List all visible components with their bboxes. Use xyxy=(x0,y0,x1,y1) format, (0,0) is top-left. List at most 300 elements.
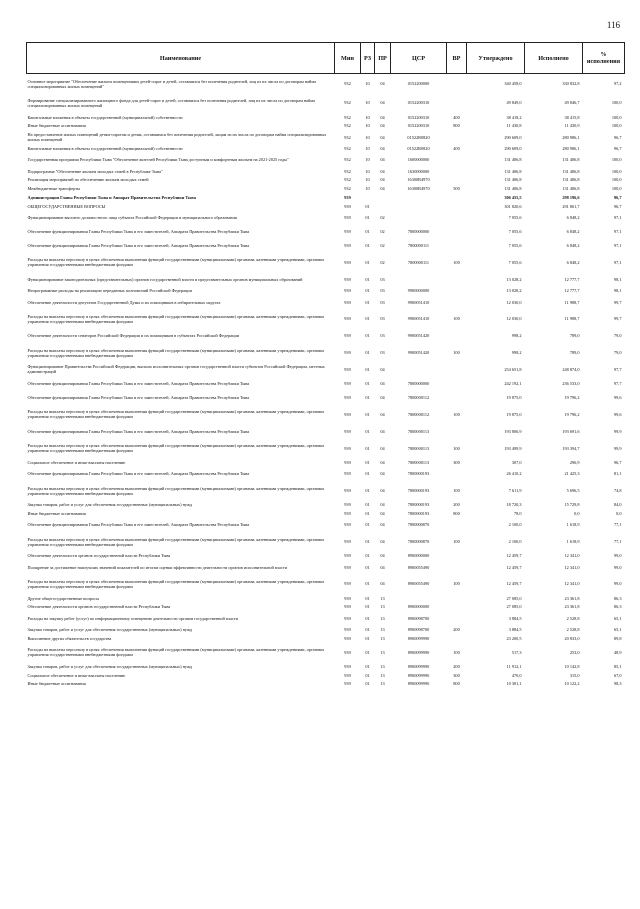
row-rz: 10 xyxy=(365,134,370,140)
row-vr xyxy=(447,272,467,286)
row-name: Иные бюджетные ассигнования xyxy=(27,123,86,129)
row-csr: 7800000193 xyxy=(407,471,430,477)
row-approved: 3 884,5 xyxy=(508,627,522,633)
table-row xyxy=(27,184,625,193)
row-name: Функционирование Правительства Российской Федерации, высших исполнительных органов государственной власти субъектов Российской Федерации, местных администраций xyxy=(27,364,325,375)
row-min: 939 xyxy=(344,445,351,451)
row-pr: 04 xyxy=(380,564,385,570)
row-vr xyxy=(447,634,467,643)
row-csr: 9900051410 xyxy=(407,316,430,322)
row-csr: 8900098700 xyxy=(407,615,430,621)
row-approved: 998,2 xyxy=(511,350,522,356)
table-row xyxy=(27,532,625,552)
row-rz: 10 xyxy=(365,100,370,106)
row-csr: 16300R4970 xyxy=(407,177,430,183)
row-executed: 315,0 xyxy=(569,672,580,678)
table-row xyxy=(27,467,625,481)
row-pr: 02 xyxy=(380,229,385,235)
row-pr: 02 xyxy=(380,214,385,220)
row-csr: 01522R0820 xyxy=(407,134,430,140)
row-csr: 8900099990 xyxy=(407,672,430,678)
row-csr: 0152200310 xyxy=(407,100,430,106)
row-pr: 04 xyxy=(380,539,385,545)
row-pr: 13 xyxy=(380,635,385,641)
row-executed: 789,0 xyxy=(569,350,580,356)
row-approved: 193 806,9 xyxy=(504,428,522,434)
row-executed: 5 696,5 xyxy=(566,488,580,494)
table-row xyxy=(27,560,625,574)
row-percent: 97,1 xyxy=(613,259,622,265)
row-pr: 04 xyxy=(380,100,385,106)
header-vr: ВР xyxy=(447,43,467,74)
row-rz: 01 xyxy=(365,276,370,282)
table-row xyxy=(27,481,625,501)
row-name: Выполнение других обязательств государства xyxy=(27,635,112,641)
row-vr xyxy=(447,130,467,144)
row-vr: 800 xyxy=(453,510,460,516)
row-percent: 65,1 xyxy=(613,627,622,633)
row-name: Расходы на закупку работ (услуг) по информационному освещению деятельности органов государственной власти xyxy=(27,615,239,621)
row-vr: 300 xyxy=(453,672,460,678)
row-percent: 99,6 xyxy=(613,411,622,417)
row-pr: 03 xyxy=(380,288,385,294)
row-approved: 470,0 xyxy=(511,672,522,678)
row-min: 939 xyxy=(344,604,351,610)
row-name: Капитальные вложения в объекты государственной (муниципальной) собственности xyxy=(27,146,183,151)
header-approved: Утверждено xyxy=(467,43,525,74)
row-vr xyxy=(447,594,467,603)
row-approved: 242 192,1 xyxy=(504,381,522,387)
header-executed: Исполнено xyxy=(525,43,583,74)
row-csr xyxy=(391,272,447,286)
row-csr: 7800000870 xyxy=(407,539,430,545)
row-executed: 248 874,0 xyxy=(562,366,580,372)
row-percent: 97,1 xyxy=(613,229,622,235)
row-approved: 7 055,6 xyxy=(508,259,522,265)
row-vr xyxy=(447,560,467,574)
row-rz: 10 xyxy=(365,114,370,120)
row-name: ОБЩЕГОСУДАРСТВЕННЫЕ ВОПРОСЫ xyxy=(27,203,106,209)
table-row xyxy=(27,594,625,603)
row-name: Обеспечение функционирования Главы Республики Тыва и его заместителей, Аппарата Правительства Республики Тыва xyxy=(27,428,250,434)
row-percent: 98,1 xyxy=(613,288,622,294)
table-row xyxy=(27,500,625,509)
row-vr: 200 xyxy=(453,664,460,670)
row-rz: 01 xyxy=(365,411,370,417)
row-name: Иные бюджетные ассигнования xyxy=(27,510,86,516)
row-approved: 254 651,8 xyxy=(504,366,522,372)
row-executed: 291 861,7 xyxy=(562,203,580,209)
row-name: Обеспечение функционирования Главы Республики Тыва и его заместителей, Аппарата Правительства Республики Тыва xyxy=(27,471,250,477)
row-vr xyxy=(447,329,467,343)
row-pr: 04 xyxy=(380,553,385,559)
row-vr: 200 xyxy=(453,627,460,633)
row-rz: 01 xyxy=(365,564,370,570)
row-percent: 89,8 xyxy=(613,635,622,641)
table-row xyxy=(27,671,625,680)
row-name: Обеспечение деятельности органов государственной власти Республики Тыва xyxy=(27,604,171,610)
row-name: Обеспечение функционирования Главы Республики Тыва и его заместителей, Аппарата Правительства Республики Тыва xyxy=(27,243,250,249)
row-approved: 12 030,0 xyxy=(506,299,522,305)
row-pr xyxy=(375,193,391,202)
row-min: 932 xyxy=(344,157,351,163)
row-vr xyxy=(447,551,467,560)
row-approved: 23 200,5 xyxy=(506,635,522,641)
row-approved: 26 410,2 xyxy=(506,471,522,477)
row-rz: 10 xyxy=(365,186,370,192)
header-name: Наименование xyxy=(27,43,335,74)
row-csr: 7800000113 xyxy=(407,459,430,465)
row-name: Другие общегосударственные вопросы xyxy=(27,595,99,601)
row-percent: 99,7 xyxy=(613,299,622,305)
row-percent: 97,1 xyxy=(613,214,622,220)
row-pr: 13 xyxy=(380,604,385,610)
row-csr xyxy=(391,594,447,603)
row-executed: 23 361,8 xyxy=(564,604,580,610)
row-csr xyxy=(391,202,447,211)
row-pr: 04 xyxy=(380,168,385,174)
row-executed: 12 341,0 xyxy=(564,581,580,587)
row-percent: 99,6 xyxy=(613,395,622,401)
row-name: Иные бюджетные ассигнования xyxy=(27,681,86,687)
row-name: Закупка товаров, работ и услуг для обеспечения государственных (муниципальных) нужд xyxy=(27,627,193,633)
row-vr: 100 xyxy=(453,539,460,545)
header-min: Мин xyxy=(335,43,361,74)
row-rz: 10 xyxy=(365,146,370,151)
row-approved: 12 459,7 xyxy=(506,581,522,587)
row-vr: 400 xyxy=(453,114,460,120)
row-rz: 10 xyxy=(365,157,370,163)
row-rz: 01 xyxy=(365,539,370,545)
row-pr: 04 xyxy=(380,157,385,163)
row-executed: 253,0 xyxy=(569,649,580,655)
row-csr xyxy=(391,193,447,202)
row-min: 939 xyxy=(344,471,351,477)
table-row xyxy=(27,239,625,253)
row-approved: 78,0 xyxy=(513,510,522,516)
row-vr xyxy=(447,286,467,295)
row-vr xyxy=(447,239,467,253)
row-rz: 01 xyxy=(365,259,370,265)
row-executed: 1 618,9 xyxy=(566,539,580,545)
row-vr xyxy=(447,602,467,611)
row-approved: 131 406,8 xyxy=(504,168,522,174)
row-rz: 01 xyxy=(365,288,370,294)
row-executed: 280 986,1 xyxy=(562,146,580,151)
row-name: Подпрограмма "Обеспечение жильем молодых семей в Республике Тыва" xyxy=(27,168,163,174)
row-percent: 96,7 xyxy=(613,134,622,140)
row-executed: 19 796,2 xyxy=(564,395,580,401)
row-pr: 04 xyxy=(380,428,385,434)
row-executed: 131 406,8 xyxy=(562,168,580,174)
row-rz: 01 xyxy=(365,243,370,249)
row-vr xyxy=(447,611,467,625)
row-csr xyxy=(391,210,447,224)
row-vr: 400 xyxy=(453,146,460,151)
row-csr: 8900000000 xyxy=(407,604,430,610)
row-name: Расходы на выплаты персоналу в целях обеспечения выполнения функций государственными (муниципальными) органами, казенными учреждениями, органами управления государственными внебюджетными фондами xyxy=(27,578,324,589)
table-row xyxy=(27,144,625,153)
row-min: 932 xyxy=(344,146,351,151)
row-percent: 98,1 xyxy=(613,276,622,282)
table-row xyxy=(27,121,625,130)
table-row xyxy=(27,509,625,518)
table-header-row xyxy=(27,43,625,74)
row-executed: 0,0 xyxy=(574,510,580,516)
row-percent: 100,0 xyxy=(611,186,622,192)
row-executed: 298 196,6 xyxy=(562,194,580,200)
row-pr: 03 xyxy=(380,333,385,339)
row-approved: 13 028,2 xyxy=(506,288,522,294)
row-vr xyxy=(447,467,467,481)
row-rz: 01 xyxy=(365,627,370,633)
row-vr xyxy=(447,74,467,94)
row-pr: 03 xyxy=(380,276,385,282)
row-name: Межбюджетные трансферты xyxy=(27,186,81,192)
row-approved: 998,2 xyxy=(511,333,522,339)
table-row xyxy=(27,680,625,689)
table-row xyxy=(27,153,625,167)
row-percent: 100,0 xyxy=(611,177,622,183)
row-name: Обеспечение функционирования Главы Республики Тыва и его заместителей, Аппарата Правительства Республики Тыва xyxy=(27,229,250,235)
row-min: 939 xyxy=(344,203,351,209)
row-csr: 7800000112 xyxy=(407,411,430,417)
row-name: Обеспечение функционирования Главы Республики Тыва и его заместителей, Аппарата Правительства Республики Тыва xyxy=(27,395,250,401)
table-row xyxy=(27,634,625,643)
row-vr: 100 xyxy=(453,316,460,322)
table-row xyxy=(27,518,625,532)
row-percent: 100,0 xyxy=(611,157,622,163)
row-name: На предоставление жилых помещений детям-сиротам и детям, оставшимся без попечения родителей, лицам из их числа по договорам найма специализированных жилых помещений xyxy=(27,132,327,143)
row-min: 932 xyxy=(344,81,351,87)
table-body xyxy=(27,74,625,689)
row-rz: 01 xyxy=(365,333,370,339)
row-vr: 100 xyxy=(453,445,460,451)
row-percent: 100,0 xyxy=(611,123,622,129)
row-name: Государственная программа Республики Тыва "Обеспечение жителей Республики Тыва доступным и комфортным жильем на 2021-2025 годы" xyxy=(27,157,289,163)
table-row xyxy=(27,611,625,625)
row-csr: 7800000000 xyxy=(407,381,430,387)
row-name: Закупка товаров, работ и услуг для обеспечения государственных (муниципальных) нужд xyxy=(27,502,193,508)
row-name: Непрограммные расходы на реализацию переданных полномочий Российской Федерации xyxy=(27,288,192,294)
row-pr: 04 xyxy=(380,488,385,494)
row-approved: 7 611,9 xyxy=(508,488,522,494)
row-csr: 8900098700 xyxy=(407,627,430,633)
row-percent: 97,1 xyxy=(613,243,622,249)
row-pr: 04 xyxy=(380,510,385,516)
row-executed: 193 394,7 xyxy=(562,445,580,451)
row-pr: 04 xyxy=(380,411,385,417)
row-min: 932 xyxy=(344,168,351,174)
row-pr: 04 xyxy=(380,366,385,372)
row-percent: 67,0 xyxy=(613,672,622,678)
row-vr xyxy=(447,210,467,224)
row-rz: 01 xyxy=(365,395,370,401)
row-approved: 13 028,2 xyxy=(506,276,522,282)
row-pr: 02 xyxy=(380,259,385,265)
row-executed: 789,0 xyxy=(569,333,580,339)
row-csr: 8900055490 xyxy=(407,581,430,587)
row-min: 939 xyxy=(344,459,351,465)
row-executed: 6 848,2 xyxy=(566,229,580,235)
header-percent: % исполнения xyxy=(583,43,625,74)
row-name: Социальное обеспечение и иные выплаты населению xyxy=(27,672,126,678)
row-approved: 193 499,9 xyxy=(504,445,522,451)
row-vr xyxy=(447,167,467,176)
row-name: Расходы на выплаты персоналу в целях обеспечения выполнения функций государственными (муниципальными) органами, казенными учреждениями, органами управления государственными внебюджетными фондами xyxy=(27,536,324,547)
row-min: 932 xyxy=(344,177,351,183)
row-executed: 2 528,8 xyxy=(566,615,580,621)
row-pr: 04 xyxy=(380,471,385,477)
row-percent: 79,0 xyxy=(613,350,622,356)
table-row xyxy=(27,574,625,594)
row-approved: 27 085,0 xyxy=(506,604,522,610)
row-min: 939 xyxy=(344,333,351,339)
row-vr xyxy=(447,224,467,238)
table-row xyxy=(27,272,625,286)
row-executed: 12 341,0 xyxy=(564,553,580,559)
row-name: Обеспечение деятельности депутатов Государственной Думы и их помощников в избирательных округах xyxy=(27,299,221,305)
row-name: Функционирование высшего должностного лица субъекта Российской Федерации и муниципального образования xyxy=(27,214,237,220)
row-rz: 01 xyxy=(365,445,370,451)
row-min: 932 xyxy=(344,123,351,129)
row-min: 939 xyxy=(344,664,351,670)
row-csr: 0152200000 xyxy=(407,81,430,87)
row-percent: 99,9 xyxy=(613,428,622,434)
table-row xyxy=(27,662,625,671)
row-executed: 6 848,2 xyxy=(566,259,580,265)
row-percent: 0,0 xyxy=(616,510,622,516)
row-csr: 7800000193 xyxy=(407,502,430,508)
row-executed: 2 528,8 xyxy=(566,627,580,633)
row-min: 932 xyxy=(344,114,351,120)
row-approved: 12 030,0 xyxy=(506,316,522,322)
row-percent: 99,0 xyxy=(613,564,622,570)
row-min: 939 xyxy=(344,564,351,570)
row-percent: 97,7 xyxy=(613,381,622,387)
row-pr: 04 xyxy=(380,177,385,183)
row-pr: 04 xyxy=(380,186,385,192)
row-vr: 100 xyxy=(453,488,460,494)
row-name: Расходы на выплаты персоналу в целях обеспечения выполнения функций государственными (муниципальными) органами, казенными учреждениями, органами управления государственными внебюджетными фондами xyxy=(27,347,324,358)
row-min: 939 xyxy=(344,366,351,372)
row-approved: 38 418,2 xyxy=(506,114,522,120)
row-executed: 296,9 xyxy=(569,459,580,465)
row-csr: 8900099990 xyxy=(407,664,430,670)
table-row xyxy=(27,130,625,144)
header-rz: РЗ xyxy=(361,43,375,74)
row-min: 932 xyxy=(344,100,351,106)
table-row xyxy=(27,224,625,238)
row-name: Расходы на выплаты персоналу в целях обеспечения выполнения функций государственными (муниципальными) органами, казенными учреждениями, органами управления государственными внебюджетными фондами xyxy=(27,313,324,324)
row-approved: 49 849,0 xyxy=(506,100,522,106)
row-approved: 290 609,0 xyxy=(504,146,522,151)
row-rz: 01 xyxy=(365,672,370,678)
row-min: 939 xyxy=(344,488,351,494)
row-name: Поощрение за достижение наилучших значений показателей по итогам оценки эффективности деятельности органов исполнительной власти xyxy=(27,564,288,570)
row-executed: 330 832,8 xyxy=(562,81,580,87)
table-row xyxy=(27,329,625,343)
table-row xyxy=(27,602,625,611)
row-vr: 100 xyxy=(453,350,460,356)
row-pr: 13 xyxy=(380,664,385,670)
row-pr: 04 xyxy=(380,459,385,465)
table-row xyxy=(27,551,625,560)
row-min: 939 xyxy=(344,243,351,249)
row-rz: 01 xyxy=(365,649,370,655)
row-min: 939 xyxy=(344,229,351,235)
row-executed: 193 691,6 xyxy=(562,428,580,434)
row-min: 939 xyxy=(344,539,351,545)
row-vr: 800 xyxy=(453,123,460,129)
row-approved: 301 820,6 xyxy=(504,203,522,209)
table-row xyxy=(27,113,625,122)
row-executed: 280 986,1 xyxy=(562,134,580,140)
row-csr: 7800000113 xyxy=(407,428,430,434)
row-csr: 7800000000 xyxy=(407,229,430,235)
row-min: 939 xyxy=(344,581,351,587)
row-min: 939 xyxy=(344,615,351,621)
row-min: 939 xyxy=(344,627,351,633)
row-approved: 131 406,8 xyxy=(504,157,522,163)
row-min: 939 xyxy=(344,299,351,305)
table-row xyxy=(27,309,625,329)
row-pr: 04 xyxy=(380,522,385,528)
header-pr: ПР xyxy=(375,43,391,74)
row-percent: 99,9 xyxy=(613,445,622,451)
row-executed: 10 122,2 xyxy=(564,681,580,687)
table-row xyxy=(27,391,625,405)
row-csr: 7800000870 xyxy=(407,522,430,528)
row-executed: 49 846,7 xyxy=(564,100,580,106)
row-vr xyxy=(447,153,467,167)
row-approved: 18 720,3 xyxy=(506,502,522,508)
row-min: 939 xyxy=(344,672,351,678)
row-min: 939 xyxy=(344,214,351,220)
row-rz: 01 xyxy=(365,316,370,322)
row-name: Расходы на выплаты персоналу в целях обеспечения выполнения функций государственными (муниципальными) органами, казенными учреждениями, органами управления государственными внебюджетными фондами xyxy=(27,443,324,454)
row-csr: 7800000112 xyxy=(407,395,430,401)
row-executed: 15 729,8 xyxy=(564,502,580,508)
row-name: Расходы на выплаты персоналу в целях обеспечения выполнения функций государственными (муниципальными) органами, казенными учреждениями, органами управления государственными внебюджетными фондами xyxy=(27,485,324,496)
row-rz: 10 xyxy=(365,123,370,129)
row-percent: 99,0 xyxy=(613,581,622,587)
table-row xyxy=(27,377,625,391)
row-rz: 01 xyxy=(365,214,370,220)
row-min: 939 xyxy=(344,553,351,559)
row-pr: 03 xyxy=(380,350,385,356)
table-row xyxy=(27,202,625,211)
row-vr xyxy=(447,295,467,309)
row-rz: 01 xyxy=(365,664,370,670)
row-name: Расходы на выплаты персоналу в целях обеспечения выполнения функций государственными (муниципальными) органами, казенными учреждениями, органами управления государственными внебюджетными фондами xyxy=(27,257,324,268)
table-row xyxy=(27,643,625,663)
row-min: 939 xyxy=(344,194,351,200)
row-name: Расходы на выплаты персоналу в целях обеспечения выполнения функций государственными (муниципальными) органами, казенными учреждениями, органами управления государственными внебюджетными фондами xyxy=(27,409,324,420)
row-min: 932 xyxy=(344,186,351,192)
row-approved: 12 459,7 xyxy=(506,553,522,559)
row-rz: 01 xyxy=(365,459,370,465)
table-row xyxy=(27,405,625,425)
row-percent: 86,3 xyxy=(613,604,622,610)
row-pr: 03 xyxy=(380,316,385,322)
table-row xyxy=(27,167,625,176)
row-percent: 96,7 xyxy=(613,194,622,200)
row-percent: 99,0 xyxy=(613,553,622,559)
row-rz: 01 xyxy=(365,350,370,356)
row-approved: 11 912,1 xyxy=(506,664,522,670)
row-percent: 100,0 xyxy=(611,114,622,120)
